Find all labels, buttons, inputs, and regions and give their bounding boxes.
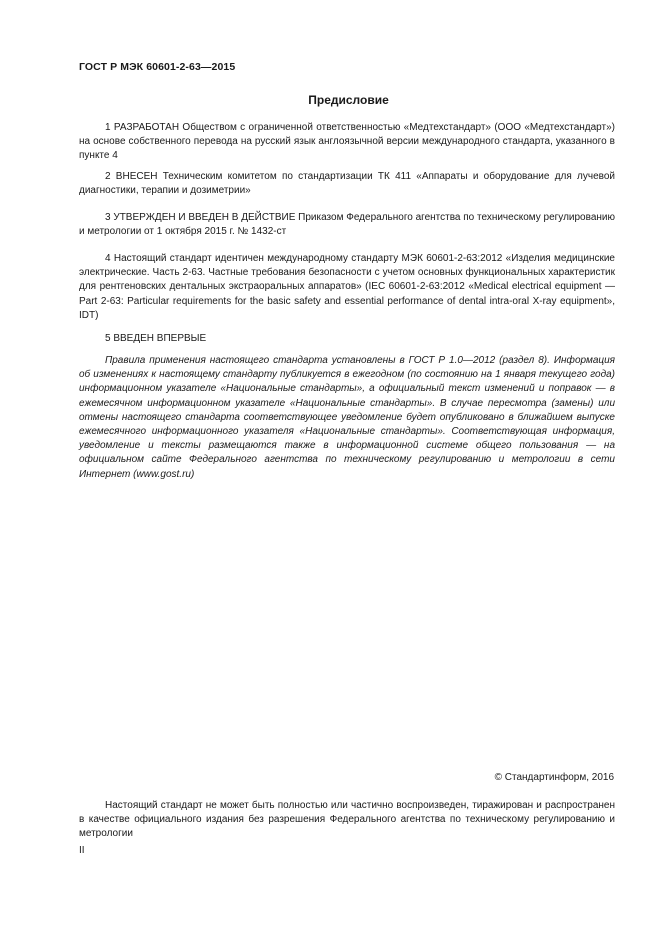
foreword-item-1: 1 РАЗРАБОТАН Обществом с ограниченной ответственностью «Медтехстандарт» (ООО «Медтехстандарт») на основе собственного перевода на русский язык англоязычной версии международного стандарта, указанного в пункте 4 <box>79 122 615 162</box>
foreword-item-2: 2 ВНЕСЕН Техническим комитетом по стандартизации ТК 411 «Аппараты и оборудование для лучевой диагностики, терапии и дозиметрии» <box>79 171 615 197</box>
page-number: II <box>79 845 85 856</box>
foreword-item-4: 4 Настоящий стандарт идентичен международному стандарту МЭК 60601-2-63:2012 «Изделия медицинские электрические. Часть 2-63. Частные требования безопасности с учетом основных функциональных характеристик для рентгеновских дентальных экстраоральных аппаратов» (IEC 60601-2-63:2012 «Medical electrical equipment — Part 2-63: Particular requirements for the basic safety and essential performance of dental intra-oral X-ray equipment», IDT) <box>79 253 615 321</box>
foreword-item-5: 5 ВВЕДЕН ВПЕРВЫЕ <box>105 333 207 344</box>
page-title-wrapper <box>0 91 661 109</box>
reproduction-notice: Настоящий стандарт не может быть полностью или частично воспроизведен, тиражирован и распространен в качестве официального издания без разрешения Федерального агентства по техническому регулированию и метрологии <box>79 800 615 840</box>
application-rules-notice: Правила применения настоящего стандарта установлены в ГОСТ Р 1.0—2012 (раздел 8). Информация об изменениях к настоящему стандарту публикуется в ежегодном (по состоянию на 1 января текущего года) информационном указателе «Национальные стандарты», а официальный текст изменений и поправок — в ежемесячном информационном указателе «Национальные стандарты». В случае пересмотра (замены) или отмены настоящего стандарта соответствующее уведомление будет опубликовано в ближайшем выпуске ежемесячного информационного указателя «Национальные стандарты». Соответствующая информация, уведомление и тексты размещаются также в информационной системе общего пользования — на официальном сайте Федерального агентства по техническому регулированию и метрологии в сети Интернет (www.gost.ru) <box>79 355 615 480</box>
copyright-line: © Стандартинформ, 2016 <box>494 772 614 783</box>
page-title: Предисловие <box>308 93 389 107</box>
foreword-item-3: 3 УТВЕРЖДЕН И ВВЕДЕН В ДЕЙСТВИЕ Приказом Федерального агентства по техническому регулированию и метрологии от 1 октября 2015 г. № 1432-ст <box>79 212 615 238</box>
document-header-standard-id: ГОСТ Р МЭК 60601-2-63—2015 <box>79 61 236 73</box>
